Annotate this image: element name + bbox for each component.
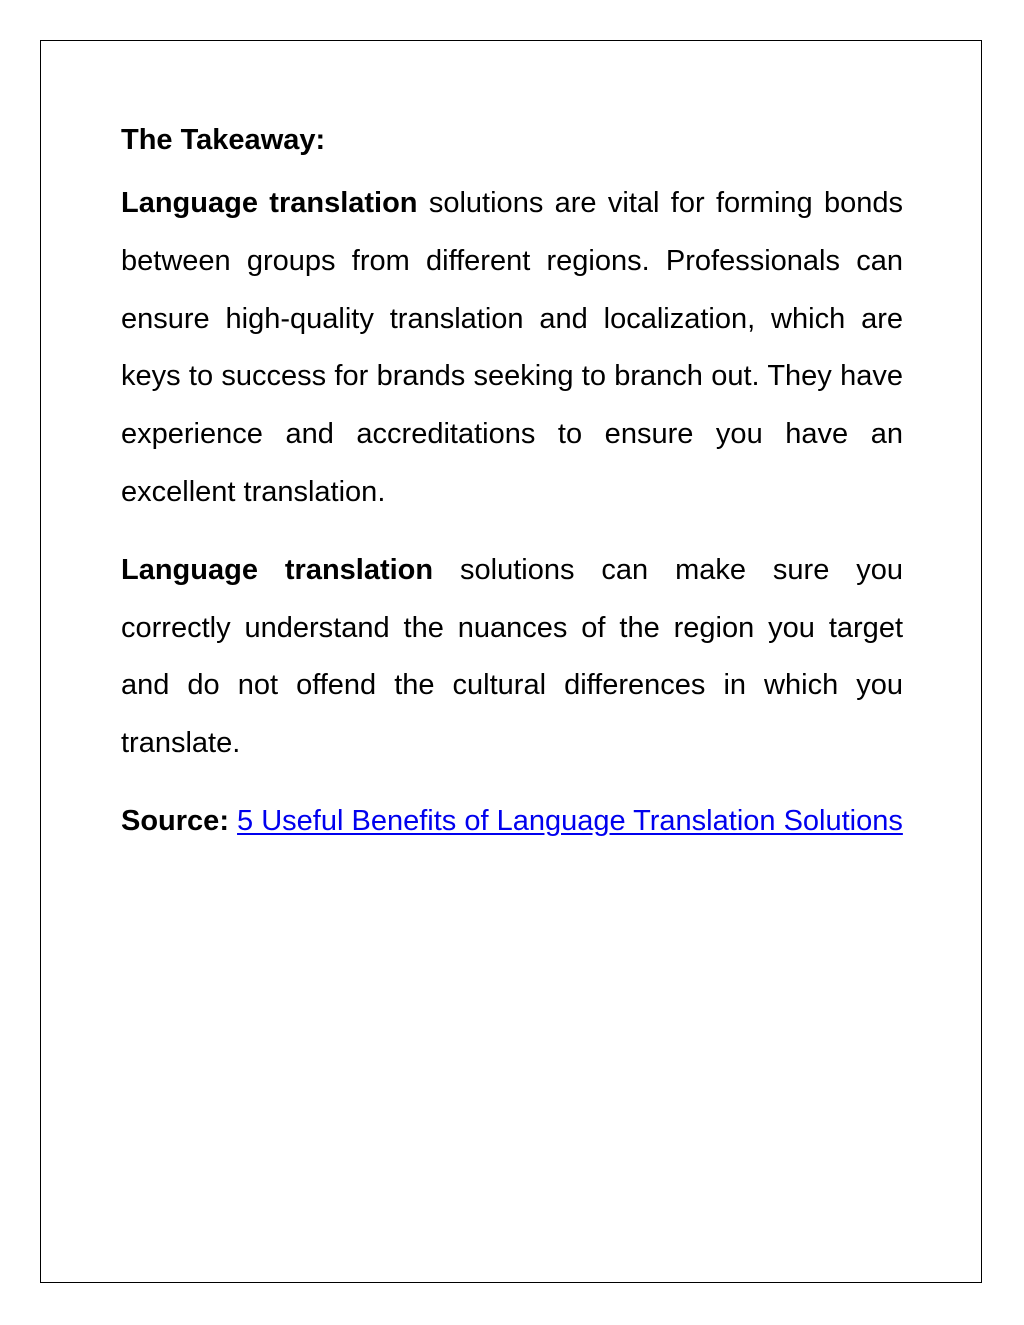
paragraph-1-lead: Language translation <box>121 187 418 219</box>
source-link[interactable]: 5 Useful Benefits of Language Translation Solutions <box>237 804 903 837</box>
source-line <box>121 793 903 851</box>
paragraph-2 <box>121 542 903 773</box>
section-heading: The Takeaway: <box>121 124 326 156</box>
paragraph-1-text: solutions are vital for forming bonds between groups from different regions. Professionals can ensure high-quality translation and localization, which are keys to success for brands seeking to branch out. They have experience and accreditations to ensure you have an excellent translation. <box>121 187 903 508</box>
document-body <box>121 115 903 871</box>
source-label: Source: <box>121 804 229 837</box>
paragraph-1 <box>121 175 903 522</box>
paragraph-2-text: solutions can make sure you correctly understand the nuances of the region you target and do not offend the cultural differences in which you translate. <box>121 553 904 760</box>
paragraph-2-lead: Language translation <box>121 553 434 586</box>
